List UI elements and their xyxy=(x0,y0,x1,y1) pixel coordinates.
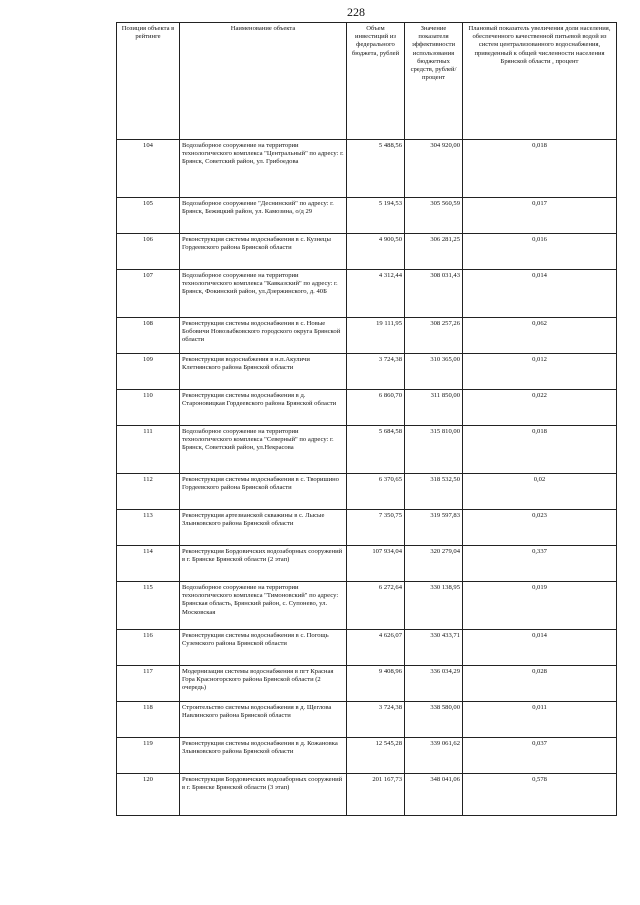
cell-efficiency: 348 041,06 xyxy=(405,774,463,816)
cell-planned-indicator: 0,017 xyxy=(463,198,617,234)
cell-planned-indicator: 0,019 xyxy=(463,582,617,630)
header-planned-indicator: Плановый показатель увеличения доли населения, обеспеченного качественной питьевой водой из систем централизованного водоснабжения, приведенный к общей численности населения Брянской области , процент xyxy=(463,23,617,140)
cell-planned-indicator: 0,016 xyxy=(463,234,617,270)
table-header-row xyxy=(117,23,617,140)
cell-object-name: Реконструкция системы водоснабжения в с. Новые Бобовичи Новозыбковского городского округа Брянской области xyxy=(180,318,347,354)
cell-investment: 12 545,28 xyxy=(347,738,405,774)
table-row xyxy=(117,630,617,666)
cell-investment: 4 900,50 xyxy=(347,234,405,270)
cell-investment: 7 350,75 xyxy=(347,510,405,546)
cell-position: 118 xyxy=(117,702,180,738)
cell-investment: 4 626,07 xyxy=(347,630,405,666)
cell-investment: 3 724,38 xyxy=(347,354,405,390)
cell-object-name: Модернизация системы водоснабжения в пгт Красная Гора Красногорского района Брянской области (2 очередь) xyxy=(180,666,347,702)
cell-planned-indicator: 0,028 xyxy=(463,666,617,702)
cell-efficiency: 318 532,50 xyxy=(405,474,463,510)
cell-object-name: Реконструкция артезианской скважины в с. Лысые Злынковского района Брянской области xyxy=(180,510,347,546)
cell-planned-indicator: 0,018 xyxy=(463,426,617,474)
cell-efficiency: 308 031,43 xyxy=(405,270,463,318)
cell-planned-indicator: 0,578 xyxy=(463,774,617,816)
table-body xyxy=(117,140,617,816)
cell-position: 108 xyxy=(117,318,180,354)
cell-investment: 5 684,58 xyxy=(347,426,405,474)
table-row xyxy=(117,666,617,702)
table-row xyxy=(117,702,617,738)
table-row xyxy=(117,510,617,546)
cell-object-name: Водозаборное сооружение "Деснинский" по адресу: г. Брянск, Бежицкий район, ул. Камозина, о/д 29 xyxy=(180,198,347,234)
table-row xyxy=(117,426,617,474)
cell-object-name: Водозаборное сооружение на территории технологического комплекса "Северный" по адресу: г. Брянск, Советский район, ул.Некрасова xyxy=(180,426,347,474)
cell-efficiency: 306 281,25 xyxy=(405,234,463,270)
table-row xyxy=(117,390,617,426)
cell-efficiency: 311 850,00 xyxy=(405,390,463,426)
cell-planned-indicator: 0,014 xyxy=(463,630,617,666)
page-number: 228 xyxy=(347,5,365,19)
cell-efficiency: 336 034,29 xyxy=(405,666,463,702)
cell-object-name: Реконструкция системы водоснабжения в д. Кожановка Злынковского района Брянской области xyxy=(180,738,347,774)
table-row xyxy=(117,474,617,510)
table-row xyxy=(117,234,617,270)
cell-investment: 5 488,56 xyxy=(347,140,405,198)
cell-position: 111 xyxy=(117,426,180,474)
investment-table xyxy=(116,22,617,816)
cell-position: 109 xyxy=(117,354,180,390)
table-row xyxy=(117,774,617,816)
cell-object-name: Реконструкция системы водоснабжения в с. Творишино Гордеевского района Брянской области xyxy=(180,474,347,510)
cell-position: 114 xyxy=(117,546,180,582)
cell-planned-indicator: 0,023 xyxy=(463,510,617,546)
cell-planned-indicator: 0,037 xyxy=(463,738,617,774)
table-row xyxy=(117,354,617,390)
cell-position: 117 xyxy=(117,666,180,702)
cell-investment: 6 272,64 xyxy=(347,582,405,630)
table-row xyxy=(117,546,617,582)
cell-position: 116 xyxy=(117,630,180,666)
cell-investment: 9 408,96 xyxy=(347,666,405,702)
cell-position: 115 xyxy=(117,582,180,630)
cell-efficiency: 319 597,83 xyxy=(405,510,463,546)
cell-planned-indicator: 0,012 xyxy=(463,354,617,390)
cell-planned-indicator: 0,018 xyxy=(463,140,617,198)
cell-planned-indicator: 0,014 xyxy=(463,270,617,318)
cell-efficiency: 330 433,71 xyxy=(405,630,463,666)
cell-investment: 107 934,04 xyxy=(347,546,405,582)
cell-planned-indicator: 0,022 xyxy=(463,390,617,426)
cell-position: 119 xyxy=(117,738,180,774)
table-row xyxy=(117,140,617,198)
cell-planned-indicator: 0,011 xyxy=(463,702,617,738)
cell-position: 120 xyxy=(117,774,180,816)
cell-efficiency: 305 560,59 xyxy=(405,198,463,234)
table-row xyxy=(117,738,617,774)
cell-position: 106 xyxy=(117,234,180,270)
cell-efficiency: 320 279,04 xyxy=(405,546,463,582)
cell-object-name: Реконструкция системы водоснабжения в д. Староновицкая Гордеевского района Брянской области xyxy=(180,390,347,426)
cell-position: 104 xyxy=(117,140,180,198)
cell-investment: 19 111,95 xyxy=(347,318,405,354)
cell-efficiency: 330 138,95 xyxy=(405,582,463,630)
cell-investment: 3 724,38 xyxy=(347,702,405,738)
cell-investment: 5 194,53 xyxy=(347,198,405,234)
header-object-name: Наименование объекта xyxy=(180,23,347,140)
cell-planned-indicator: 0,02 xyxy=(463,474,617,510)
cell-position: 110 xyxy=(117,390,180,426)
cell-position: 107 xyxy=(117,270,180,318)
cell-object-name: Реконструкция Бордовичских водозаборных сооружений в г. Брянске Брянской области (3 этап) xyxy=(180,774,347,816)
cell-position: 113 xyxy=(117,510,180,546)
cell-investment: 4 312,44 xyxy=(347,270,405,318)
cell-object-name: Реконструкция Бордовичских водозаборных сооружений в г. Брянске Брянской области (2 этап) xyxy=(180,546,347,582)
cell-object-name: Реконструкция системы водоснабжения в с. Погощь Суземского района Брянской области xyxy=(180,630,347,666)
header-investment: Объем инвестиций из федерального бюджета, рублей xyxy=(347,23,405,140)
cell-investment: 201 167,73 xyxy=(347,774,405,816)
cell-investment: 6 860,70 xyxy=(347,390,405,426)
cell-object-name: Реконструкция системы водоснабжения в с. Кузнецы Гордеевского района Брянской области xyxy=(180,234,347,270)
cell-position: 112 xyxy=(117,474,180,510)
cell-object-name: Водозаборное сооружение на территории технологического комплекса "Кавказский" по адресу: г. Брянск, Фокинский район, ул.Дзержинского, д. 40Б xyxy=(180,270,347,318)
table-row xyxy=(117,270,617,318)
cell-efficiency: 308 257,26 xyxy=(405,318,463,354)
cell-object-name: Реконструкция водоснабжения в н.п.Акуличи Клетнянского района Брянской области xyxy=(180,354,347,390)
cell-investment: 6 370,65 xyxy=(347,474,405,510)
cell-object-name: Водозаборное сооружение на территории технологического комплекса "Центральный" по адресу: г. Брянск, Советский район, ул. Грибоедова xyxy=(180,140,347,198)
table-row xyxy=(117,318,617,354)
cell-efficiency: 339 061,62 xyxy=(405,738,463,774)
table-row xyxy=(117,582,617,630)
cell-efficiency: 315 810,00 xyxy=(405,426,463,474)
cell-object-name: Строительство системы водоснабжения в д. Щеглова Навлинского района Брянской области xyxy=(180,702,347,738)
table-row xyxy=(117,198,617,234)
cell-efficiency: 304 920,00 xyxy=(405,140,463,198)
cell-object-name: Водозаборное сооружение на территории технологического комплекса "Тимоновский" по адресу: Брянская область, Брянский район, с. Супонево, ул. Московская xyxy=(180,582,347,630)
header-efficiency: Значение показателя эффективности использования бюджетных средств, рублей/процент xyxy=(405,23,463,140)
cell-position: 105 xyxy=(117,198,180,234)
cell-planned-indicator: 0,062 xyxy=(463,318,617,354)
cell-planned-indicator: 0,337 xyxy=(463,546,617,582)
cell-efficiency: 338 580,00 xyxy=(405,702,463,738)
cell-efficiency: 310 365,00 xyxy=(405,354,463,390)
header-position: Позиция объекта в рейтинге xyxy=(117,23,180,140)
